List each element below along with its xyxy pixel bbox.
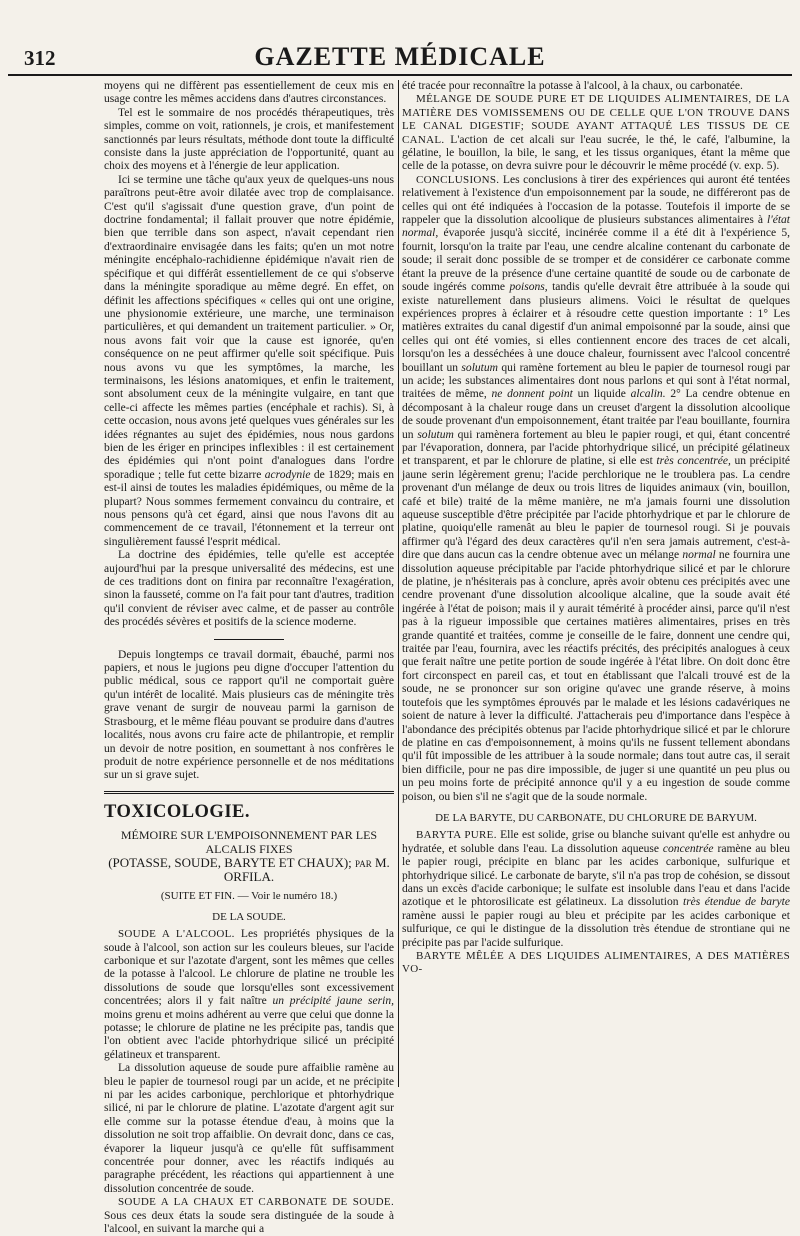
continuation-note: (SUITE ET FIN. — Voir le numéro 18.) bbox=[160, 889, 338, 902]
paragraph: MÉLANGE DE SOUDE PURE ET DE LIQUIDES ALIMENTAIRES, DE LA MATIÈRE DES VOMISSEMENS OU DE CELLE QUE L'ON TROUVE DANS LE CANAL DIGESTIF; SOUDE AYANT ATTAQUÉ LES TISSUS DE CE CANAL. L'action de cet alcali sur l'eau sucrée, le thé, le café, l'albumine, la gélatine, le bouillon, la bile, le sang, et les tissus organiques, étant la même que celle de la potasse, on devra suivre pour le découvrir le même procédé (v. exp. 5). bbox=[402, 93, 791, 173]
sub-heading: DE LA SOUDE. bbox=[212, 910, 286, 923]
page-header bbox=[8, 34, 792, 76]
paragraph: moyens qui ne diffèrent pas essentiellement de ceux mis en usage contre les mêmes accidens dans d'autres circonstances. bbox=[104, 80, 394, 106]
paragraph: SOUDE A L'ALCOOL. Les propriétés physiques de la soude à l'alcool, son action sur les couleurs bleues, sur l'acide carbonique et sur l'azotate d'argent, sont les mêmes que celles de la potasse à l'alcool. Le chlorure de platine ne trouble les dissolutions de soude que lorsqu'elles sont excessivement concentrées; alors il y fait naître un précipité jaune serin, moins grenu et moins adhérent au verre que celui que donne la potasse; le chlorure de platine ne les précipite pas, tandis que l'on obtient avec l'acide phtorhydrique silicé un précipité gélatineux et transparent. bbox=[104, 928, 395, 1061]
divider bbox=[104, 791, 394, 794]
paragraph: Ici se termine une tâche qu'aux yeux de quelques-uns nous paraîtrons peut-être avoir dilatée avec trop de complaisance. C'est qu'il s'agissait d'une question grave, d'un point de doctrine fondamental; il fallait prouver que notre épidémie, bien que terrible dans son aspect, n'avait cependant rien d'extraordinaire envisagée dans les faits; qu'en un mot notre méningite encéphalo-rachidienne épidémique n'avait rien de spécifique et qui différât essentiellement de ce qui s'observe dans la méningite sporadique au même degré. En effet, on définit les affections spécifiques « celles qui ont une origine, une physionomie extérieure, une marche, une terminaison particulières, et qui demandent un traitement particulier. » Or, nous avons fait voir que la cause est ignorée, qu'en conséquence on ne peut affirmer qu'elle soit spécifique. Puis nous avons vu que les symptômes, la marche, les terminaisons, les lésions anatomiques, et enfin le traitement, sont absolument ceux de la méningite vulgaire, en tant que celle-ci affecte les mêmes parties (encéphale et rachis). Si, à cette occasion, nous avons jeté quelques vues générales sur les idées régnantes au sujet des épidémies, nous nous gardons bien de les ériger en principes inflexibles : il est certainement des épidémies qui n'ont point d'analogues dans l'ordre sporadique ; telle fut cette bizarre acrodynie de 1829; mais en est-il ainsi de toutes les maladies épidémiques, ou même de la plupart? Nous sommes fermement convaincu du contraire, et nous pensons qu'à cet égard, ainsi que nous l'avons dit au commencement de ce travail, l'étonnement et la terreur ont singulièrement faussé l'esprit médical. bbox=[104, 173, 394, 548]
paragraph: Depuis longtemps ce travail dormait, ébauché, parmi nos papiers, et nous le jugions peu digne d'occuper l'attention du public médical, sous ce rapport qu'il ne comportait guère qu'un intérêt de localité. Mais plusieurs cas de méningite très grave venant de surgir de nouveau parmi la garnison de Strasbourg, et le même fléau pouvant se produire dans d'autres localités, nous avons cru faire acte de philantropie, et remplir un devoir de notre position, en soumettant à nos confrères le produit de notre expérience personnelle et de nos méditations sur un si grave sujet. bbox=[104, 648, 394, 782]
left-column bbox=[104, 80, 395, 1236]
sub-heading: DE LA BARYTE, DU CARBONATE, DU CHLORURE DE BARYUM. bbox=[435, 811, 757, 824]
paragraph: La dissolution aqueuse de soude pure affaiblie ramène au bleu le papier de tournesol rougi par un acide, et ne précipite ni par les acides carbonique, perchlorique et phtorhydrique silicé, ni par le chlorure de platine. L'azotate d'argent agit sur elle comme sur la potasse étendue d'eau, à moins que la dissolution ne soit trop affaiblie. On devrait donc, dans ce cas, évaporer la liqueur jusqu'à ce qu'elle fût suffisamment concentrée pour donner, avec les réactifs indiqués au paragraphe précédent, les réactions qui appartiennent à une dissolution concentrée de soude. bbox=[104, 1062, 394, 1195]
section-title: TOXICOLOGIE. bbox=[104, 801, 250, 822]
memoir-title: MÉMOIRE SUR L'EMPOISONNEMENT PAR LES ALCALIS FIXES (POTASSE, SOUDE, BARYTE ET CHAUX); par M. ORFILA. bbox=[108, 827, 390, 884]
paragraph: SOUDE A LA CHAUX ET CARBONATE DE SOUDE. Sous ces deux états la soude sera distinguée de la soude à l'alcool, en suivant la marche qui a bbox=[104, 1196, 394, 1236]
paragraph: BARYTA PURE. Elle est solide, grise ou blanche suivant qu'elle est anhydre ou hydratée, et soluble dans l'eau. La dissolution aqueuse concentrée ramène au bleu le papier rougi, précipite en blanc par les acides carbonique, sulfurique et phtorhydrique silicé. Le carbonate de baryte, s'il n'a pas trop de cohésion, se dissout dans un excès d'acide carbonique; le sulfate est insoluble dans l'eau et dans l'acide azotique et le phtorosilicate est gélatineux. La dissolution très étendue de baryte ramène aussi le papier rougi au bleu et précipite par les acides carbonique et sulfurique, ce qui le distingue de la dissolution très étendue de strontiane qui ne précipite pas par l'acide sulfurique. bbox=[402, 829, 791, 949]
paragraph: La doctrine des épidémies, telle qu'elle est acceptée aujourd'hui par la presque universalité des médecins, est une de ces traditions dont on finira par reconnaître l'exagération, sinon la fausseté, comme on l'a fait pour tant d'autres, tradition qu'il convient de réviser avec calme, et de passer au contrôle des procédés sévères et positifs de la science moderne. bbox=[104, 549, 394, 629]
page-number: 312 bbox=[24, 46, 56, 70]
emphasis: acrodynie bbox=[264, 468, 311, 481]
paragraph: CONCLUSIONS. Les conclusions à tirer des expériences qui auront été tentées relativement à l'existence d'un empoisonnement par la soude, ne différeront pas de celles qui ont été indiquées à l'occasion de la potasse. Toutefois il importe de se rappeler que la dissolution alcoolique de plusieurs substances alimentaires à l'état normal, évaporée jusqu'à siccité, incinérée comme il a été dit à l'expérience 5, fournit, lorsqu'on la traite par l'eau, une cendre alcaline contenant du carbonate de soude; il serait donc possible de se tromper et de considérer ce carbonate comme étant la preuve de la présence d'une certaine quantité de soude ou de carbonate de soude ingérés comme poisons, tandis qu'elle devrait être attribuée à la soude qui existe naturellement dans plusieurs alimens. Voici le résultat de quelques expériences propres à éclairer et à résoudre cette question importante : 1° Les matières extraites du canal digestif d'un animal empoisonné par la soude, ainsi que celles qui ont été vomies, si elles contiennent encore des traces de cet alcali, lorsqu'on les a desséchées à une douce chaleur, fournissent avec l'alcool concentré bouillant un solutum qui ramène fortement au bleu le papier de tournesol rougi par un acide; les substances alimentaires dont nous parlons et qui sont à l'état normal, traitées de même, ne donnent point un liquide alcalin. 2° La cendre obtenue en décomposant à la chaleur rouge dans un creuset d'argent la dissolution alcoolique de soude provenant d'un empoisonnement, étant traitée par l'eau bouillante, fournira un solutum qui ramènera fortement au bleu le papier rougi, et qui, étant concentré par l'évaporation, donnera, par l'acide phtorhydrique silicé, un précipité gélatineux et transparent, et par le chlorure de platine, si elle est très concentrée, un précipité jaune serin légèrement grenu; l'acide perchlorique ne le troublera pas. La cendre provenant d'un mélange de deux ou trois litres de liquides animaux (vin, bouillon, café et bile) traité de la même manière, ne m'a jamais fourni une dissolution aqueuse susceptible d'être précipitée par l'acide phtorhydrique et par le chlorure de platine, quoiqu'elle ramenât au bleu le papier de tournesol rougi. Si je pouvais affirmer qu'à l'égard des deux caractères qu'il n'en sera jamais autrement, c'est-à-dire que dans aucun cas la cendre obtenue avec un mélange normal ne fournira une dissolution aqueuse précipitable par l'acide phtorhydrique silicé et par le chlorure de platine, je n'hésiterais pas à conclure, après avoir obtenu ces précipités avec une cendre provenant d'une dissolution alcoolique alcaline, que la soude avait été ingérée à l'état de poison; mais il y aurait témérité à procéder ainsi, parce qu'il n'est pas à la rigueur impossible que certaines matières alimentaires, prises en très grande quantité et traitées, comme je conseille de le faire, donnent une cendre qui, traitée par l'eau, fournira, avec les réactifs précités, des précipités analogues à ceux que ferait naître une petite portion de soude ingérée à l'état libre. On doit donc être fort circonspect en pareil cas, et tout en établissant que l'alcali trouvé est de la soude, ne se prononcer sur son origine qu'avec une grande réserve, à moins toutefois que les symptômes éprouvés par le malade et les lésions cadavériques ne soient de nature à lever la difficulté. J'attacherais peu d'importance dans l'espèce à l'abondance des précipités obtenus par l'acide phtorhydrique silicé et par le chlorure de platine en cas d'empoisonnement, à moins qu'ils ne fussent tellement abondans qu'il fût impossible de les attribuer à la soude normale; dans tout autre cas, il serait bien difficile, pour ne pas dire impossible, de juger si une quantité un peu plus ou un peu moins forte de précipité annonce qu'il y a eu ingestion de soude comme poison, ou bien s'il ne s'agit que de la soude normale. bbox=[402, 173, 791, 803]
paragraph: Tel est le sommaire de nos procédés thérapeutiques, très simples, comme on voit, rationnels, je crois, et manifestement sanctionnés par leurs résultats, méthode dont toute la difficulté consiste dans la juste appréciation de l'opportunité, quant au choix des moyens et à l'énergie de leur application. bbox=[104, 106, 394, 173]
paragraph: été tracée pour reconnaître la potasse à l'alcool, à la chaux, ou carbonatée. bbox=[402, 80, 743, 92]
divider bbox=[214, 639, 284, 640]
journal-title: GAZETTE MÉDICALE bbox=[254, 42, 546, 71]
right-column bbox=[402, 80, 790, 1081]
column-rule bbox=[398, 80, 399, 1087]
paragraph: BARYTE MÊLÉE A DES LIQUIDES ALIMENTAIRES, A DES MATIÈRES VO- bbox=[402, 950, 790, 976]
